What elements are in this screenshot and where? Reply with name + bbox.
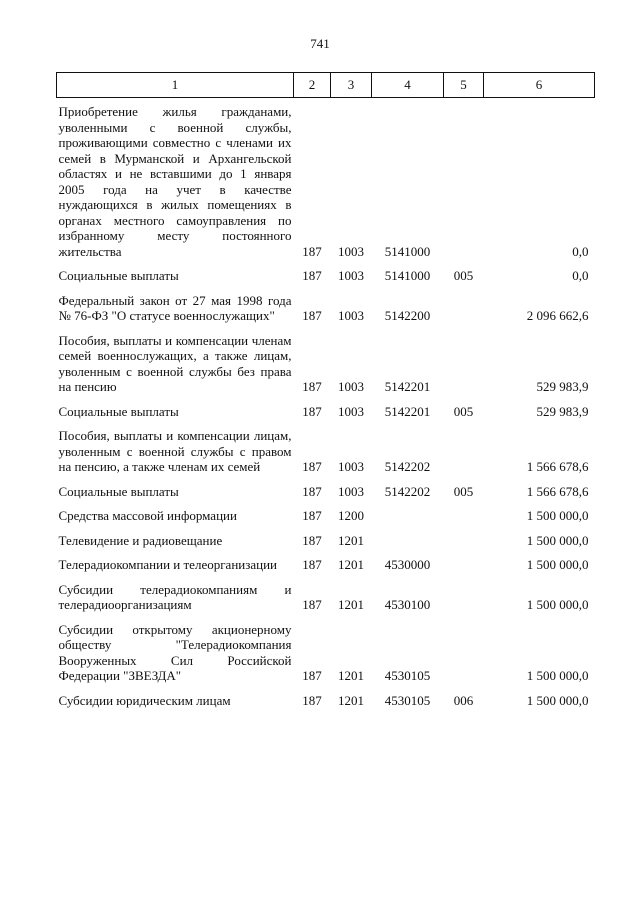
item-name (57, 395, 294, 420)
section-code (331, 573, 372, 613)
amount-text: 1 500 000,0 (526, 597, 589, 612)
amount-text: 0,0 (572, 243, 589, 259)
item-name (57, 613, 294, 684)
table-row (57, 259, 595, 284)
section-code (331, 98, 372, 260)
expense-type-code (444, 573, 484, 613)
ministry-code-text: 187 (302, 308, 322, 323)
section-code-text: 1003 (338, 459, 364, 474)
ministry-code-text: 187 (302, 557, 322, 572)
ministry-code-text: 187 (302, 597, 322, 612)
article-code-text: 5142201 (384, 379, 431, 394)
article-code-text: 4530105 (384, 692, 431, 708)
table-row (57, 573, 595, 613)
article-code-text: 5141000 (384, 243, 431, 259)
item-name (57, 98, 294, 260)
section-code-text: 1003 (338, 268, 364, 283)
section-code (331, 684, 372, 709)
article-code-text: 5142202 (384, 483, 431, 499)
article-code (372, 324, 444, 395)
expense-type-code (444, 524, 484, 549)
expense-type-code (444, 419, 484, 475)
expense-type-code (444, 613, 484, 684)
item-name-text: Социальные выплаты (58, 403, 179, 419)
article-code (372, 419, 444, 475)
amount (484, 324, 595, 395)
amount-text: 1 500 000,0 (526, 532, 589, 548)
item-name-text: Телерадиокомпании и телеорганизации (58, 557, 278, 572)
item-name-text: Социальные выплаты (58, 483, 179, 499)
item-name-text: Приобретение жилья гражданами, уволенными с военной службы, проживающими совместно с членами их семей в Мурманской и Архангельской областях и не вставшими до 1 января 2005 года на учет в качестве нуждающихся в жилых помещениях в органах местного самоуправления по избранному месту постоянного жительства (58, 104, 292, 259)
amount-text: 1 500 000,0 (526, 692, 589, 708)
ministry-code-text: 187 (302, 243, 322, 259)
section-code-text: 1201 (338, 668, 364, 683)
section-code (331, 548, 372, 573)
table-row (57, 548, 595, 573)
expense-type-code (444, 98, 484, 260)
section-code (331, 395, 372, 420)
section-code-text: 1003 (338, 379, 364, 394)
amount (484, 419, 595, 475)
table-row (57, 475, 595, 500)
ministry-code (294, 324, 331, 395)
item-name-text: Федеральный закон от 27 мая 1998 года № 76-ФЗ "О статусе военнослужащих" (58, 292, 292, 323)
item-name-text: Субсидии телерадиокомпаниям и телерадиоорганизациям (58, 581, 292, 612)
ministry-code (294, 259, 331, 284)
amount (484, 499, 595, 524)
table-row (57, 324, 595, 395)
header-col-5: 5 (444, 73, 484, 98)
item-name (57, 524, 294, 549)
table-body (57, 98, 595, 709)
section-code-text: 1003 (338, 403, 364, 419)
section-code (331, 613, 372, 684)
ministry-code-text: 187 (302, 403, 322, 419)
amount (484, 284, 595, 324)
article-code-text: 4530000 (384, 557, 431, 572)
amount (484, 524, 595, 549)
amount-text: 1 500 000,0 (526, 668, 589, 683)
amount-text: 0,0 (572, 268, 589, 283)
table-row (57, 284, 595, 324)
section-code (331, 259, 372, 284)
ministry-code (294, 419, 331, 475)
article-code (372, 684, 444, 709)
amount (484, 613, 595, 684)
amount (484, 98, 595, 260)
article-code (372, 259, 444, 284)
article-code (372, 395, 444, 420)
article-code (372, 98, 444, 260)
header-col-6: 6 (484, 73, 595, 98)
amount-text: 1 566 678,6 (526, 483, 589, 499)
amount-text: 529 983,9 (536, 379, 589, 394)
article-code (372, 613, 444, 684)
item-name (57, 499, 294, 524)
article-code (372, 499, 444, 524)
amount-text: 1 566 678,6 (526, 459, 589, 474)
amount-text: 1 500 000,0 (526, 508, 589, 523)
section-code (331, 284, 372, 324)
table-row (57, 395, 595, 420)
amount (484, 548, 595, 573)
expense-type-code-text: 005 (453, 268, 474, 283)
header-col-4: 4 (372, 73, 444, 98)
ministry-code (294, 475, 331, 500)
section-code-text: 1200 (338, 508, 364, 523)
article-code-text: 5142202 (384, 459, 431, 474)
article-code (372, 284, 444, 324)
article-code-text: 5141000 (384, 268, 431, 283)
ministry-code-text: 187 (302, 459, 322, 474)
section-code (331, 524, 372, 549)
section-code-text: 1003 (338, 308, 364, 323)
expense-type-code (444, 324, 484, 395)
ministry-code (294, 524, 331, 549)
item-name-text: Пособия, выплаты и компенсации лицам, уволенным с военной службы с правом на пенсию, а также членам их семей (58, 428, 292, 474)
expense-type-code (444, 284, 484, 324)
section-code (331, 499, 372, 524)
section-code-text: 1003 (338, 483, 364, 499)
expense-type-code-text: 005 (453, 403, 474, 419)
expense-type-code (444, 475, 484, 500)
item-name (57, 419, 294, 475)
ministry-code (294, 548, 331, 573)
expense-type-code (444, 548, 484, 573)
ministry-code-text: 187 (302, 668, 322, 683)
ministry-code-text: 187 (302, 268, 322, 283)
section-code (331, 324, 372, 395)
item-name-text: Пособия, выплаты и компенсации членам семей военнослужащих, а также лицам, уволенным с военной службы без права на пенсию (58, 332, 292, 394)
section-code-text: 1003 (338, 243, 364, 259)
header-col-1: 1 (57, 73, 294, 98)
amount (484, 259, 595, 284)
item-name (57, 684, 294, 709)
article-code (372, 475, 444, 500)
section-code-text: 1201 (338, 597, 364, 612)
expense-type-code (444, 395, 484, 420)
section-code-text: 1201 (338, 557, 364, 572)
item-name (57, 259, 294, 284)
expense-type-code (444, 684, 484, 709)
header-row (57, 73, 595, 98)
ministry-code-text: 187 (302, 692, 322, 708)
ministry-code (294, 613, 331, 684)
amount-text: 529 983,9 (536, 403, 589, 419)
ministry-code-text: 187 (302, 532, 322, 548)
item-name (57, 284, 294, 324)
ministry-code-text: 187 (302, 508, 322, 523)
item-name-text: Субсидии юридическим лицам (58, 692, 231, 708)
page-number: 741 (310, 36, 330, 51)
article-code-text: 5142200 (384, 308, 431, 323)
table-row (57, 613, 595, 684)
amount-text: 1 500 000,0 (526, 557, 589, 572)
expense-type-code (444, 259, 484, 284)
ministry-code (294, 284, 331, 324)
expense-type-code-text: 006 (453, 692, 474, 708)
section-code (331, 475, 372, 500)
table-row (57, 684, 595, 709)
item-name (57, 324, 294, 395)
item-name (57, 573, 294, 613)
article-code-text: 4530105 (384, 668, 431, 683)
ministry-code-text: 187 (302, 483, 322, 499)
header-col-2: 2 (294, 73, 331, 98)
article-code (372, 548, 444, 573)
table-row (57, 98, 595, 260)
item-name-text: Телевидение и радиовещание (58, 532, 223, 548)
table-header (57, 73, 595, 98)
table-row (57, 419, 595, 475)
table-row (57, 524, 595, 549)
article-code-text: 4530100 (384, 597, 431, 612)
ministry-code (294, 684, 331, 709)
amount (484, 573, 595, 613)
amount (484, 475, 595, 500)
item-name (57, 548, 294, 573)
ministry-code-text: 187 (302, 379, 322, 394)
section-code-text: 1201 (338, 692, 364, 708)
ministry-code (294, 499, 331, 524)
article-code (372, 524, 444, 549)
item-name-text: Социальные выплаты (58, 268, 179, 283)
table-row (57, 499, 595, 524)
expense-type-code-text: 005 (453, 483, 474, 499)
ministry-code (294, 573, 331, 613)
item-name (57, 475, 294, 500)
expense-type-code (444, 499, 484, 524)
header-col-3: 3 (331, 73, 372, 98)
ministry-code (294, 98, 331, 260)
amount (484, 684, 595, 709)
article-code-text: 5142201 (384, 403, 431, 419)
item-name-text: Субсидии открытому акционерному обществу "Телерадиокомпания Вооруженных Сил Российской Федерации "ЗВЕЗДА" (58, 621, 292, 683)
ministry-code (294, 395, 331, 420)
section-code (331, 419, 372, 475)
section-code-text: 1201 (338, 532, 364, 548)
amount (484, 395, 595, 420)
item-name-text: Средства массовой информации (58, 508, 237, 523)
budget-table (56, 72, 595, 708)
article-code (372, 573, 444, 613)
amount-text: 2 096 662,6 (526, 308, 589, 323)
